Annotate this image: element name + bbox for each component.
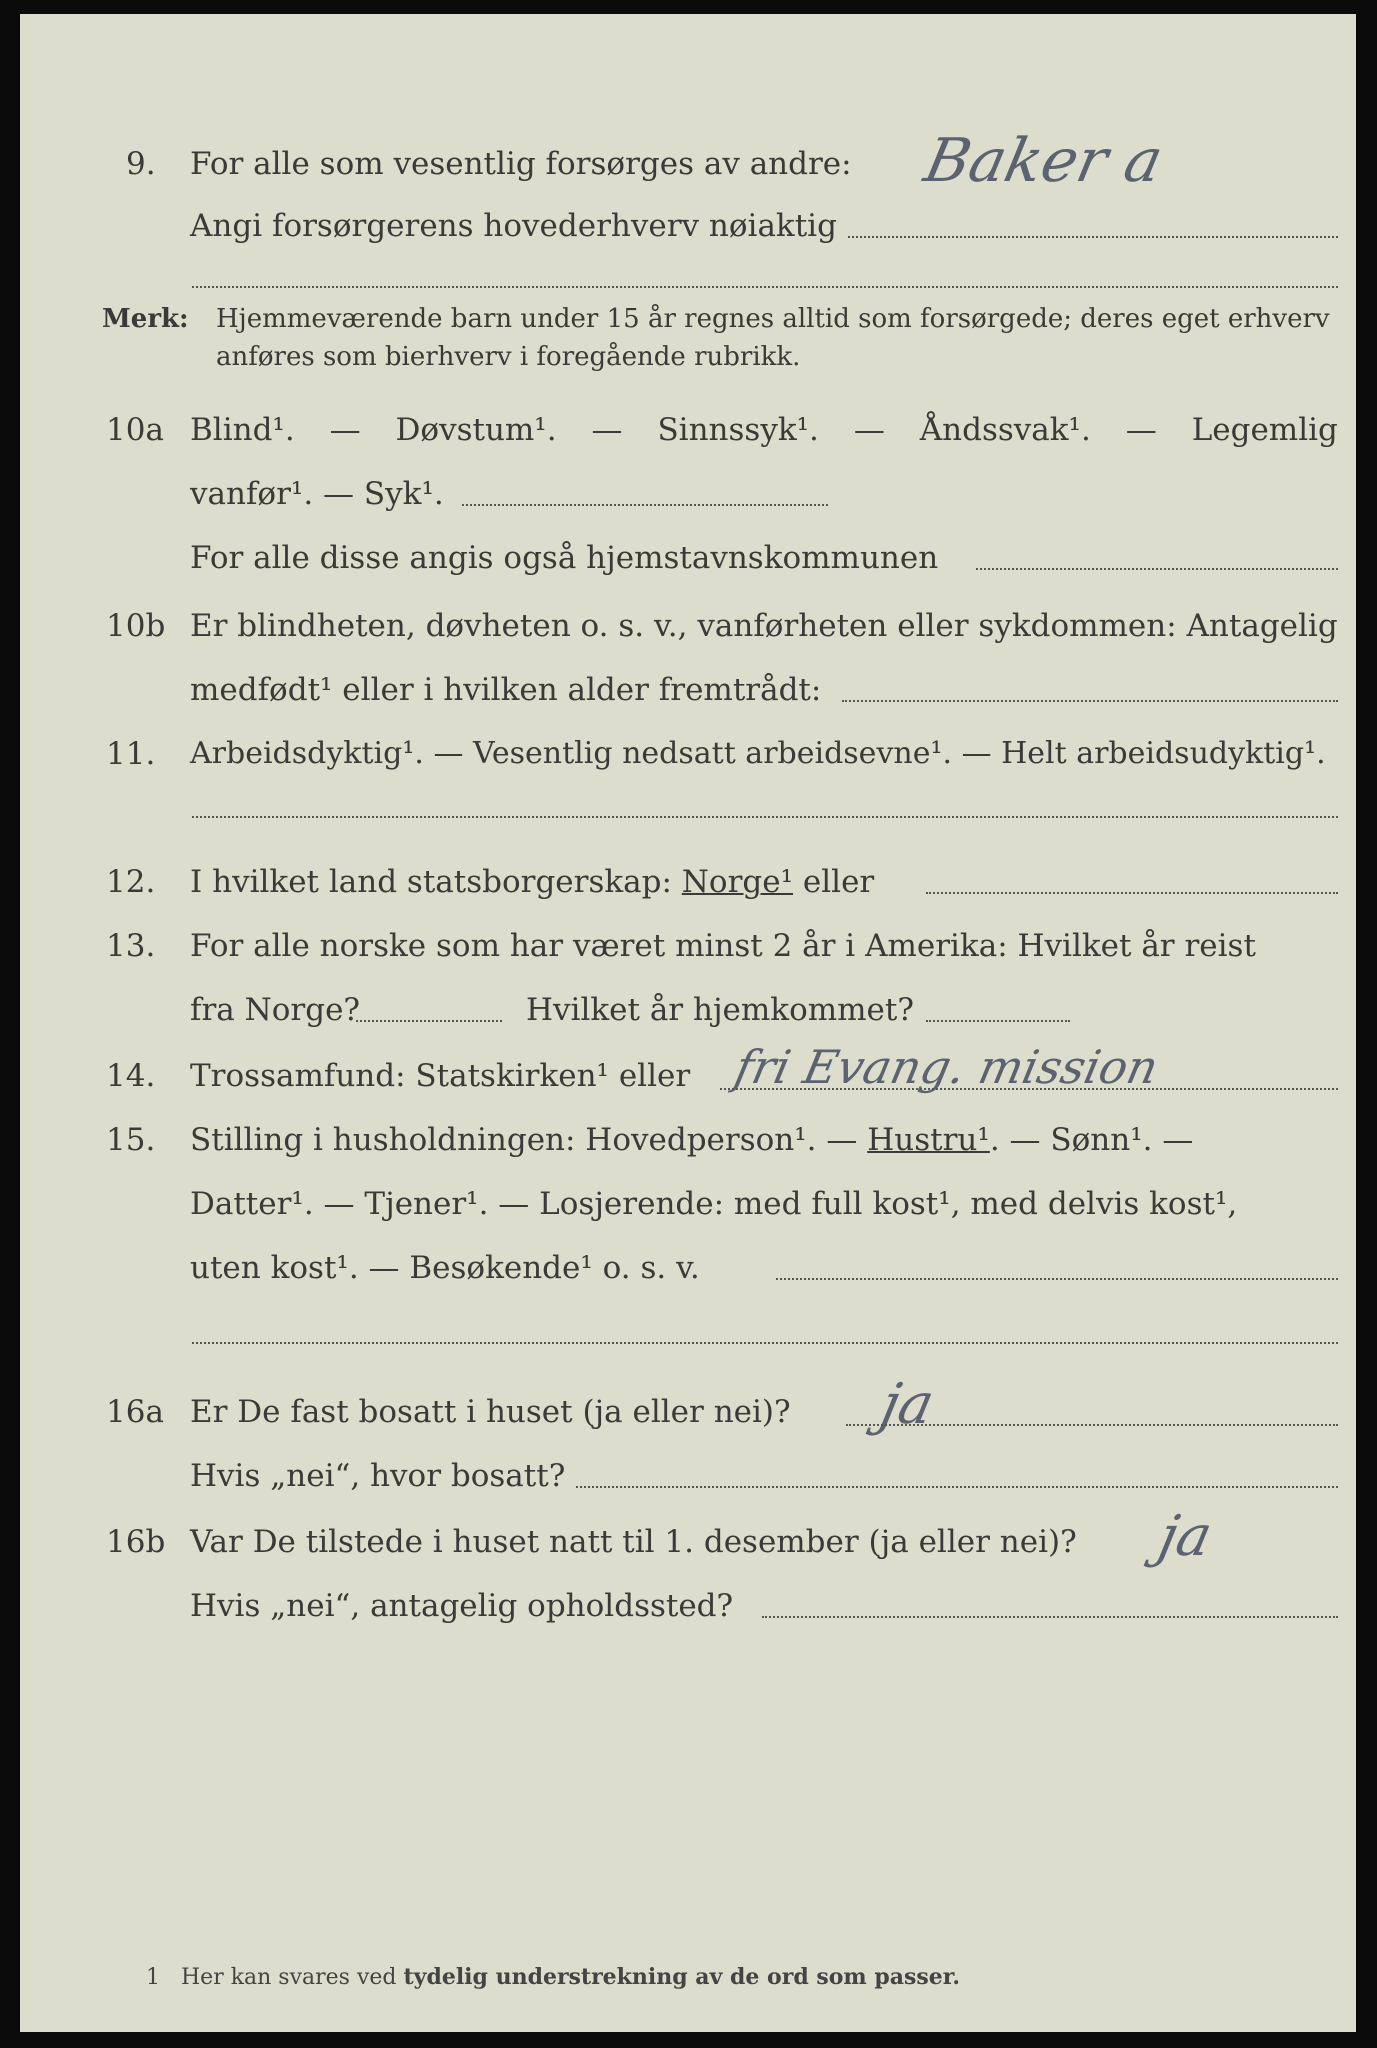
q9-number: 9. <box>126 146 156 182</box>
q16b-number: 16b <box>106 1524 166 1560</box>
footnote-bold-text: tydelig understrekning av de ord som passer. <box>403 1964 960 1990</box>
q10a-hjemstavn: For alle disse angis også hjemstavnskommunen <box>190 540 939 576</box>
q11-answer-line <box>192 816 1338 818</box>
q12-prefix: I hvilket land statsborgerskap: <box>190 864 672 900</box>
q15-extra-answer-line <box>192 1342 1338 1344</box>
q10a-dash-2: — <box>591 412 623 448</box>
q12-question <box>190 860 874 904</box>
q15-number: 15. <box>106 1122 156 1158</box>
q15-hustru-underlined: Hustru¹ <box>867 1122 990 1158</box>
merk-line-2: anføres som bierhverv i foregående rubrikk. <box>216 342 801 372</box>
q10b-question-line2: medfødt¹ eller i hvilken alder fremtrådt: <box>190 672 822 708</box>
q16a-hvor-bosatt: Hvis „nei“, hvor bosatt? <box>190 1458 566 1494</box>
q10a-number: 10a <box>106 412 164 448</box>
q16b-question: Var De tilstede i huset natt til 1. desember (ja eller nei)? <box>190 1524 1077 1560</box>
q13-reist: fra Norge? <box>190 992 361 1028</box>
q10b-number: 10b <box>106 608 166 644</box>
q10a-andssvak: Åndssvak¹. <box>919 412 1091 448</box>
q16b-handwritten-answer: ja <box>1153 1504 1218 1569</box>
q10a-sinnssyk: Sinnssyk¹. <box>657 412 819 448</box>
q9-answer-line <box>848 236 1338 238</box>
footnote-mark: 1 <box>146 1965 160 1990</box>
footnote <box>146 1964 960 1990</box>
footnote-text: Her kan svares ved <box>180 1965 397 1990</box>
q16b-opholdssted: Hvis „nei“, antagelig opholdssted? <box>190 1588 734 1624</box>
q10a-blind: Blind¹. <box>190 412 295 448</box>
q13-hjemkommet: Hvilket år hjemkommet? <box>526 992 914 1028</box>
q12-suffix: eller <box>802 864 875 900</box>
q14-question: Trossamfund: Statskirken¹ eller <box>190 1058 691 1094</box>
q9-handwritten-answer: Baker a <box>918 126 1169 196</box>
q10a-dash-3: — <box>853 412 885 448</box>
census-form-page <box>20 14 1356 2032</box>
q16b-answer-line <box>762 1616 1338 1618</box>
q13-number: 13. <box>106 928 156 964</box>
q15-answer-line <box>776 1278 1338 1280</box>
q10a-legemlig: Legemlig <box>1191 412 1338 448</box>
q9-extra-answer-line <box>192 286 1338 288</box>
q16a-question: Er De fast bosatt i huset (ja eller nei)? <box>190 1394 791 1430</box>
q10a-syk-answer-line <box>462 504 828 506</box>
q15-options-line1 <box>190 1118 1193 1162</box>
merk-line-1: Hjemmeværende barn under 15 år regnes alltid som forsørgede; deres eget erhverv <box>216 304 1330 334</box>
q10a-options <box>190 408 1338 452</box>
q15-options-line2: Datter¹. — Tjener¹. — Losjerende: med full kost¹, med delvis kost¹, <box>190 1186 1238 1222</box>
q12-number: 12. <box>106 864 156 900</box>
q10a-vanfor-syk: vanfør¹. — Syk¹. <box>190 476 444 512</box>
q10a-hjemstavn-answer-line <box>976 568 1338 570</box>
q11-number: 11. <box>106 736 156 772</box>
q16a-handwritten-answer: ja <box>875 1372 940 1437</box>
q14-answer-line <box>720 1088 1338 1090</box>
q10b-question: Er blindheten, døvheten o. s. v., vanførheten eller sykdommen: Antagelig <box>190 608 1338 644</box>
q13-hjemkommet-answer-line <box>926 1020 1070 1022</box>
q10a-dash-4: — <box>1125 412 1157 448</box>
q12-answer-line <box>926 892 1338 894</box>
q16a-bosatt-answer-line <box>576 1486 1338 1488</box>
q12-norge-underlined: Norge¹ <box>681 864 794 900</box>
q15-sonn: . — Sønn¹. — <box>989 1122 1194 1158</box>
q13-reist-answer-line <box>356 1020 502 1022</box>
q15-options-line3: uten kost¹. — Besøkende¹ o. s. v. <box>190 1250 700 1286</box>
merk-label: Merk: <box>102 304 189 334</box>
q16a-answer-line <box>846 1424 1338 1426</box>
q13-question: For alle norske som har været minst 2 år i Amerika: Hvilket år reist <box>190 928 1256 964</box>
q14-handwritten-answer: fri Evang. mission <box>730 1040 1163 1094</box>
q15-hovedperson: Stilling i husholdningen: Hovedperson¹. — <box>190 1122 868 1158</box>
q10a-dovstum: Døvstum¹. <box>395 412 557 448</box>
q9-question: For alle som vesentlig forsørges av andre: <box>190 146 852 182</box>
q10b-answer-line <box>842 700 1338 702</box>
q11-options: Arbeidsdyktig¹. — Vesentlig nedsatt arbeidsevne¹. — Helt arbeidsudyktig¹. <box>190 736 1326 771</box>
q10a-dash-1: — <box>329 412 361 448</box>
q14-number: 14. <box>106 1058 156 1094</box>
q9-question-line2: Angi forsørgerens hovederhverv nøiaktig <box>190 208 837 244</box>
q16a-number: 16a <box>106 1394 164 1430</box>
